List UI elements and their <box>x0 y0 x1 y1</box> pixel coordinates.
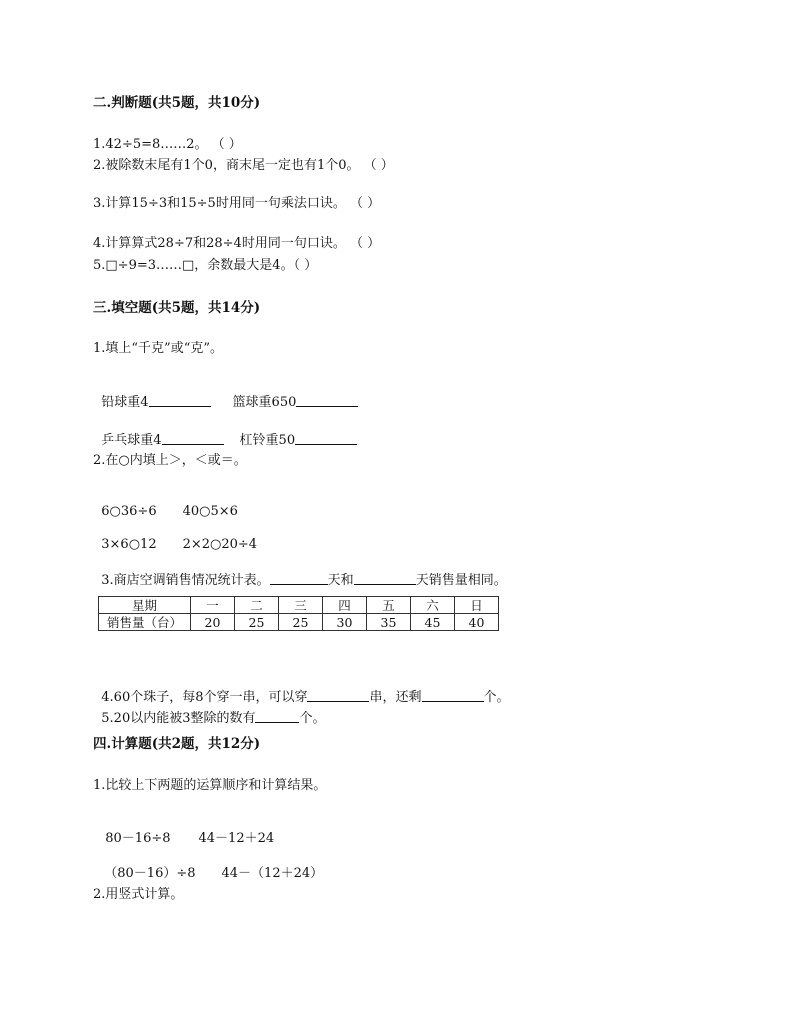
sales-table-row-days <box>99 597 499 614</box>
day-cell: 二 <box>235 597 279 614</box>
fill-q3b: 天和 <box>327 573 354 588</box>
sales-cell: 40 <box>455 614 499 631</box>
day-cell: 四 <box>323 597 367 614</box>
sales-table <box>98 596 499 631</box>
section-3-title: 三.填空题(共5题，共14分) <box>93 300 261 316</box>
answer-blank[interactable] <box>296 394 358 407</box>
calc-expr-4: 44－（12＋24） <box>221 866 324 881</box>
table-header-label: 星期 <box>99 597 191 614</box>
sales-cell: 25 <box>235 614 279 631</box>
fill-q5a: 5.20以内能被3整除的数有 <box>101 711 256 726</box>
fill-q2: 2.在○内填上＞，＜或＝。 <box>93 453 247 468</box>
judge-q3: 3.计算15÷3和15÷5时用同一句乘法口诀。 （ ） <box>93 196 381 211</box>
calc-q2: 2.用竖式计算。 <box>93 887 184 902</box>
fill-q1: 1.填上“千克”或“克”。 <box>93 341 223 356</box>
fill-q3 <box>93 556 507 589</box>
sales-cell: 35 <box>367 614 411 631</box>
section-2-title: 二.判断题(共5题，共10分) <box>93 95 261 111</box>
fill-q2d: 2×2○20÷4 <box>182 537 258 552</box>
fill-q1d: 杠铃重50 <box>239 433 296 448</box>
judge-q2: 2.被除数末尾有1个0，商末尾一定也有1个0。 （ ） <box>93 158 394 173</box>
calc-row1 <box>97 815 274 847</box>
calc-expr-2: 44－12＋24 <box>198 831 275 846</box>
sales-cell: 25 <box>279 614 323 631</box>
fill-q1b: 篮球重650 <box>232 395 297 410</box>
calc-expr-3: （80－16）÷8 <box>104 866 196 881</box>
fill-q1a: 铅球重4 <box>101 395 149 410</box>
section-4-title: 四.计算题(共2题，共12分) <box>93 736 261 752</box>
fill-q4c: 个。 <box>483 690 510 705</box>
answer-blank[interactable] <box>162 432 224 445</box>
judge-q5: 5.□÷9=3……□，余数最大是4。（ ） <box>93 258 318 273</box>
answer-blank[interactable] <box>255 710 299 723</box>
fill-q2a: 6○36÷6 <box>101 504 157 519</box>
judge-q4: 4.计算算式28÷7和28÷4时用同一句口诀。 （ ） <box>93 236 381 251</box>
answer-blank[interactable] <box>270 572 328 585</box>
fill-q2b: 40○5×6 <box>182 504 238 519</box>
fill-q3c: 天销售量相同。 <box>415 573 507 588</box>
fill-q2-row2 <box>93 521 257 553</box>
judge-q1: 1.42÷5=8……2。 （ ） <box>93 137 242 152</box>
fill-q2c: 3×6○12 <box>101 537 157 552</box>
sales-cell: 20 <box>191 614 235 631</box>
fill-q1c: 乒乓球重4 <box>101 433 162 448</box>
day-cell: 五 <box>367 597 411 614</box>
sales-cell: 30 <box>323 614 367 631</box>
fill-q5 <box>93 694 326 727</box>
fill-q1-row2 <box>93 416 357 449</box>
fill-q4a: 4.60个珠子，每8个穿一串，可以穿 <box>101 690 308 705</box>
fill-q1-row1 <box>93 378 358 411</box>
day-cell: 六 <box>411 597 455 614</box>
fill-q2-row1 <box>93 488 238 520</box>
sales-table-row-values <box>99 614 499 631</box>
sales-cell: 45 <box>411 614 455 631</box>
day-cell: 日 <box>455 597 499 614</box>
table-sales-label: 销售量（台） <box>99 614 191 631</box>
fill-q4b: 串，还剩 <box>369 690 422 705</box>
answer-blank[interactable] <box>295 432 357 445</box>
calc-row2 <box>96 850 323 882</box>
fill-q5b: 个。 <box>299 711 326 726</box>
calc-q1: 1.比较上下两题的运算顺序和计算结果。 <box>93 778 327 793</box>
calc-expr-1: 80－16÷8 <box>105 831 171 846</box>
fill-q3a: 3.商店空调销售情况统计表。 <box>101 573 270 588</box>
answer-blank[interactable] <box>354 572 416 585</box>
day-cell: 一 <box>191 597 235 614</box>
day-cell: 三 <box>279 597 323 614</box>
answer-blank[interactable] <box>422 689 484 702</box>
answer-blank[interactable] <box>149 394 211 407</box>
